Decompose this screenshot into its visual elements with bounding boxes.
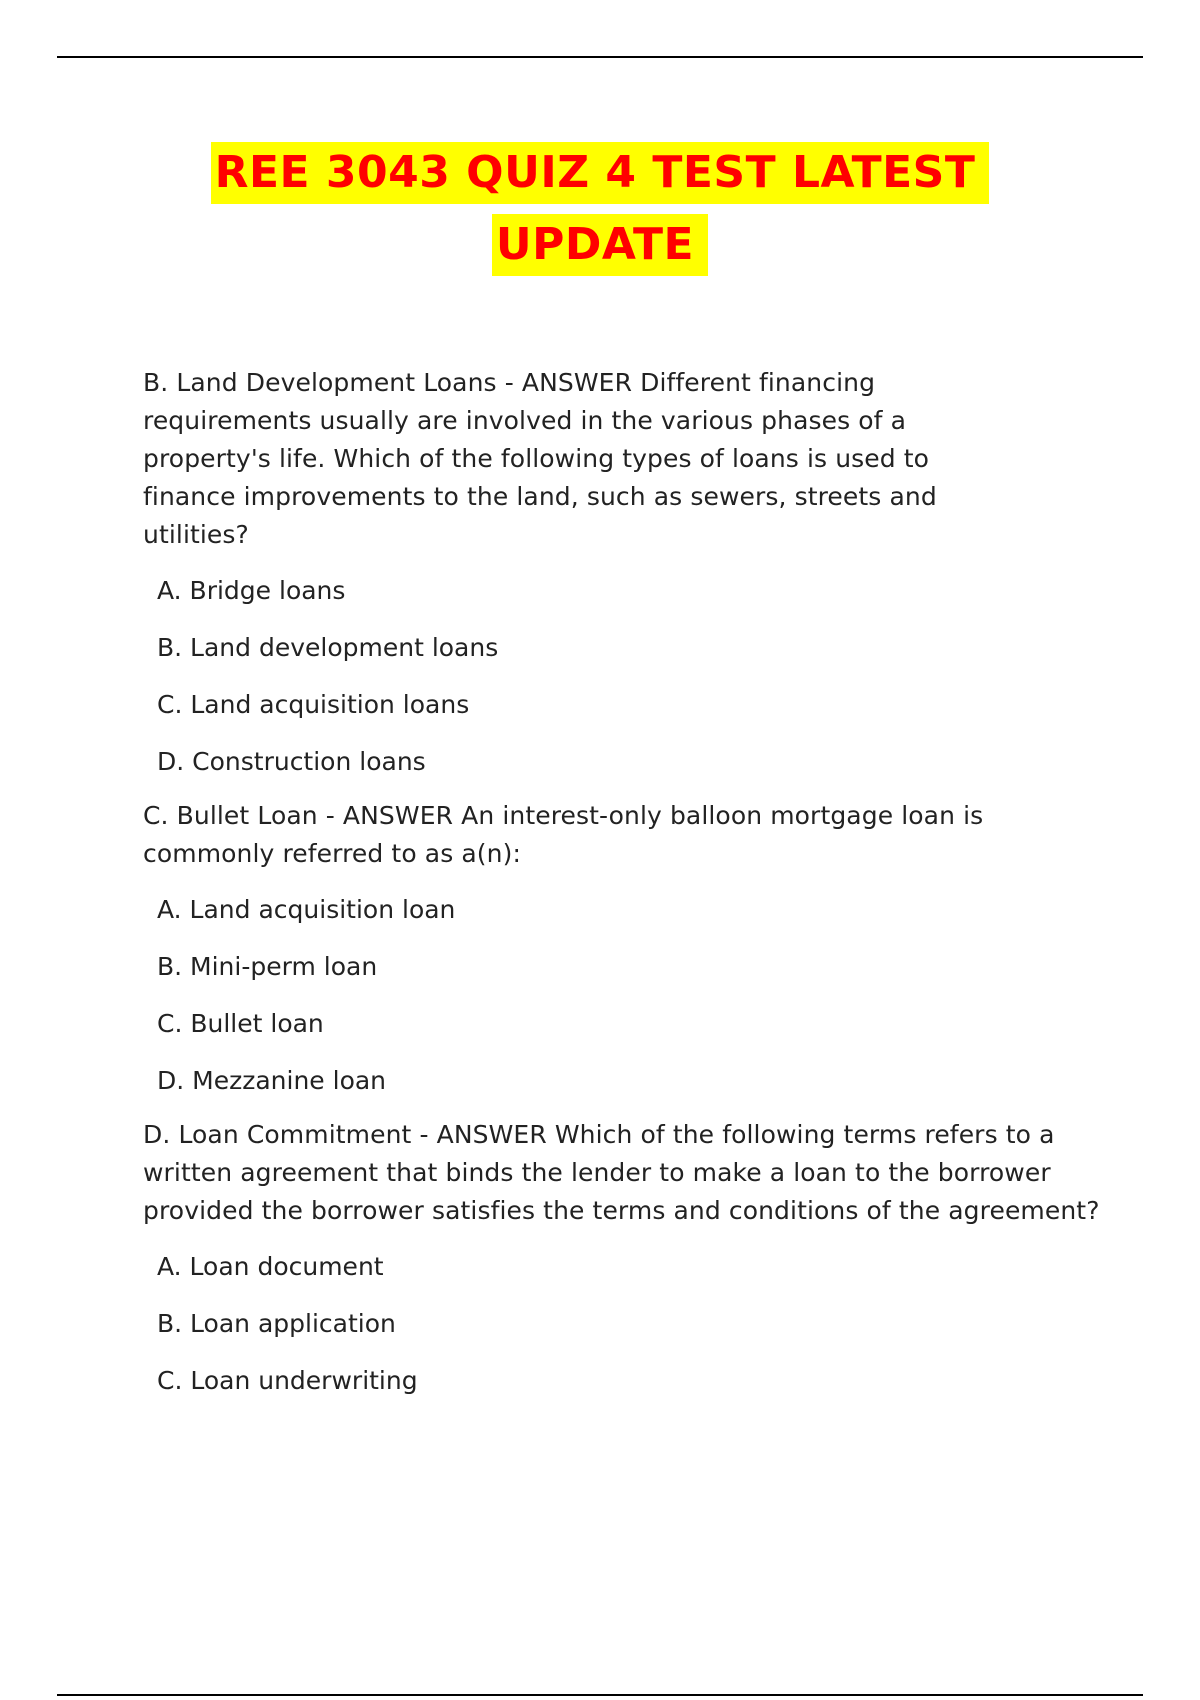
answer-option: D. Construction loans: [157, 747, 426, 776]
answer-options: [157, 891, 1103, 1100]
answer-option: A. Loan document: [157, 1252, 384, 1281]
question-text: B. Land Development Loans - ANSWER Different financing requirements usually are involved in the various phases of a property's life. Which of the following types of loans is used to finance improvements to the land, such as sewers, streets and utilities?: [143, 368, 937, 549]
answer-option: B. Mini-perm loan: [157, 952, 378, 981]
answer-option: A. Bridge loans: [157, 576, 346, 605]
answer-option: D. Mezzanine loan: [157, 1066, 387, 1095]
answer-options: [157, 572, 1103, 781]
answer-option: C. Loan underwriting: [157, 1366, 418, 1395]
answer-option: C. Bullet loan: [157, 1009, 324, 1038]
question-block-2: [143, 797, 1103, 1100]
question-block-3: [143, 1116, 1103, 1400]
question-block-1: [143, 364, 1103, 781]
answer-option: B. Loan application: [157, 1309, 396, 1338]
document-title: [0, 142, 1200, 276]
answer-option: B. Land development loans: [157, 633, 499, 662]
top-rule: [57, 56, 1143, 58]
bottom-rule: [57, 1694, 1143, 1696]
title-line-2: UPDATE: [492, 214, 708, 276]
answer-option: C. Land acquisition loans: [157, 690, 470, 719]
document-body: [143, 364, 1103, 1416]
title-line-1: REE 3043 QUIZ 4 TEST LATEST: [211, 142, 990, 204]
answer-options: [157, 1248, 1103, 1400]
answer-option: A. Land acquisition loan: [157, 895, 456, 924]
question-text: D. Loan Commitment - ANSWER Which of the following terms refers to a written agreement that binds the lender to make a loan to the borrower provided the borrower satisfies the terms and conditions of the agreement?: [143, 1120, 1100, 1225]
question-text: C. Bullet Loan - ANSWER An interest-only balloon mortgage loan is commonly referred to as a(n):: [143, 801, 984, 868]
